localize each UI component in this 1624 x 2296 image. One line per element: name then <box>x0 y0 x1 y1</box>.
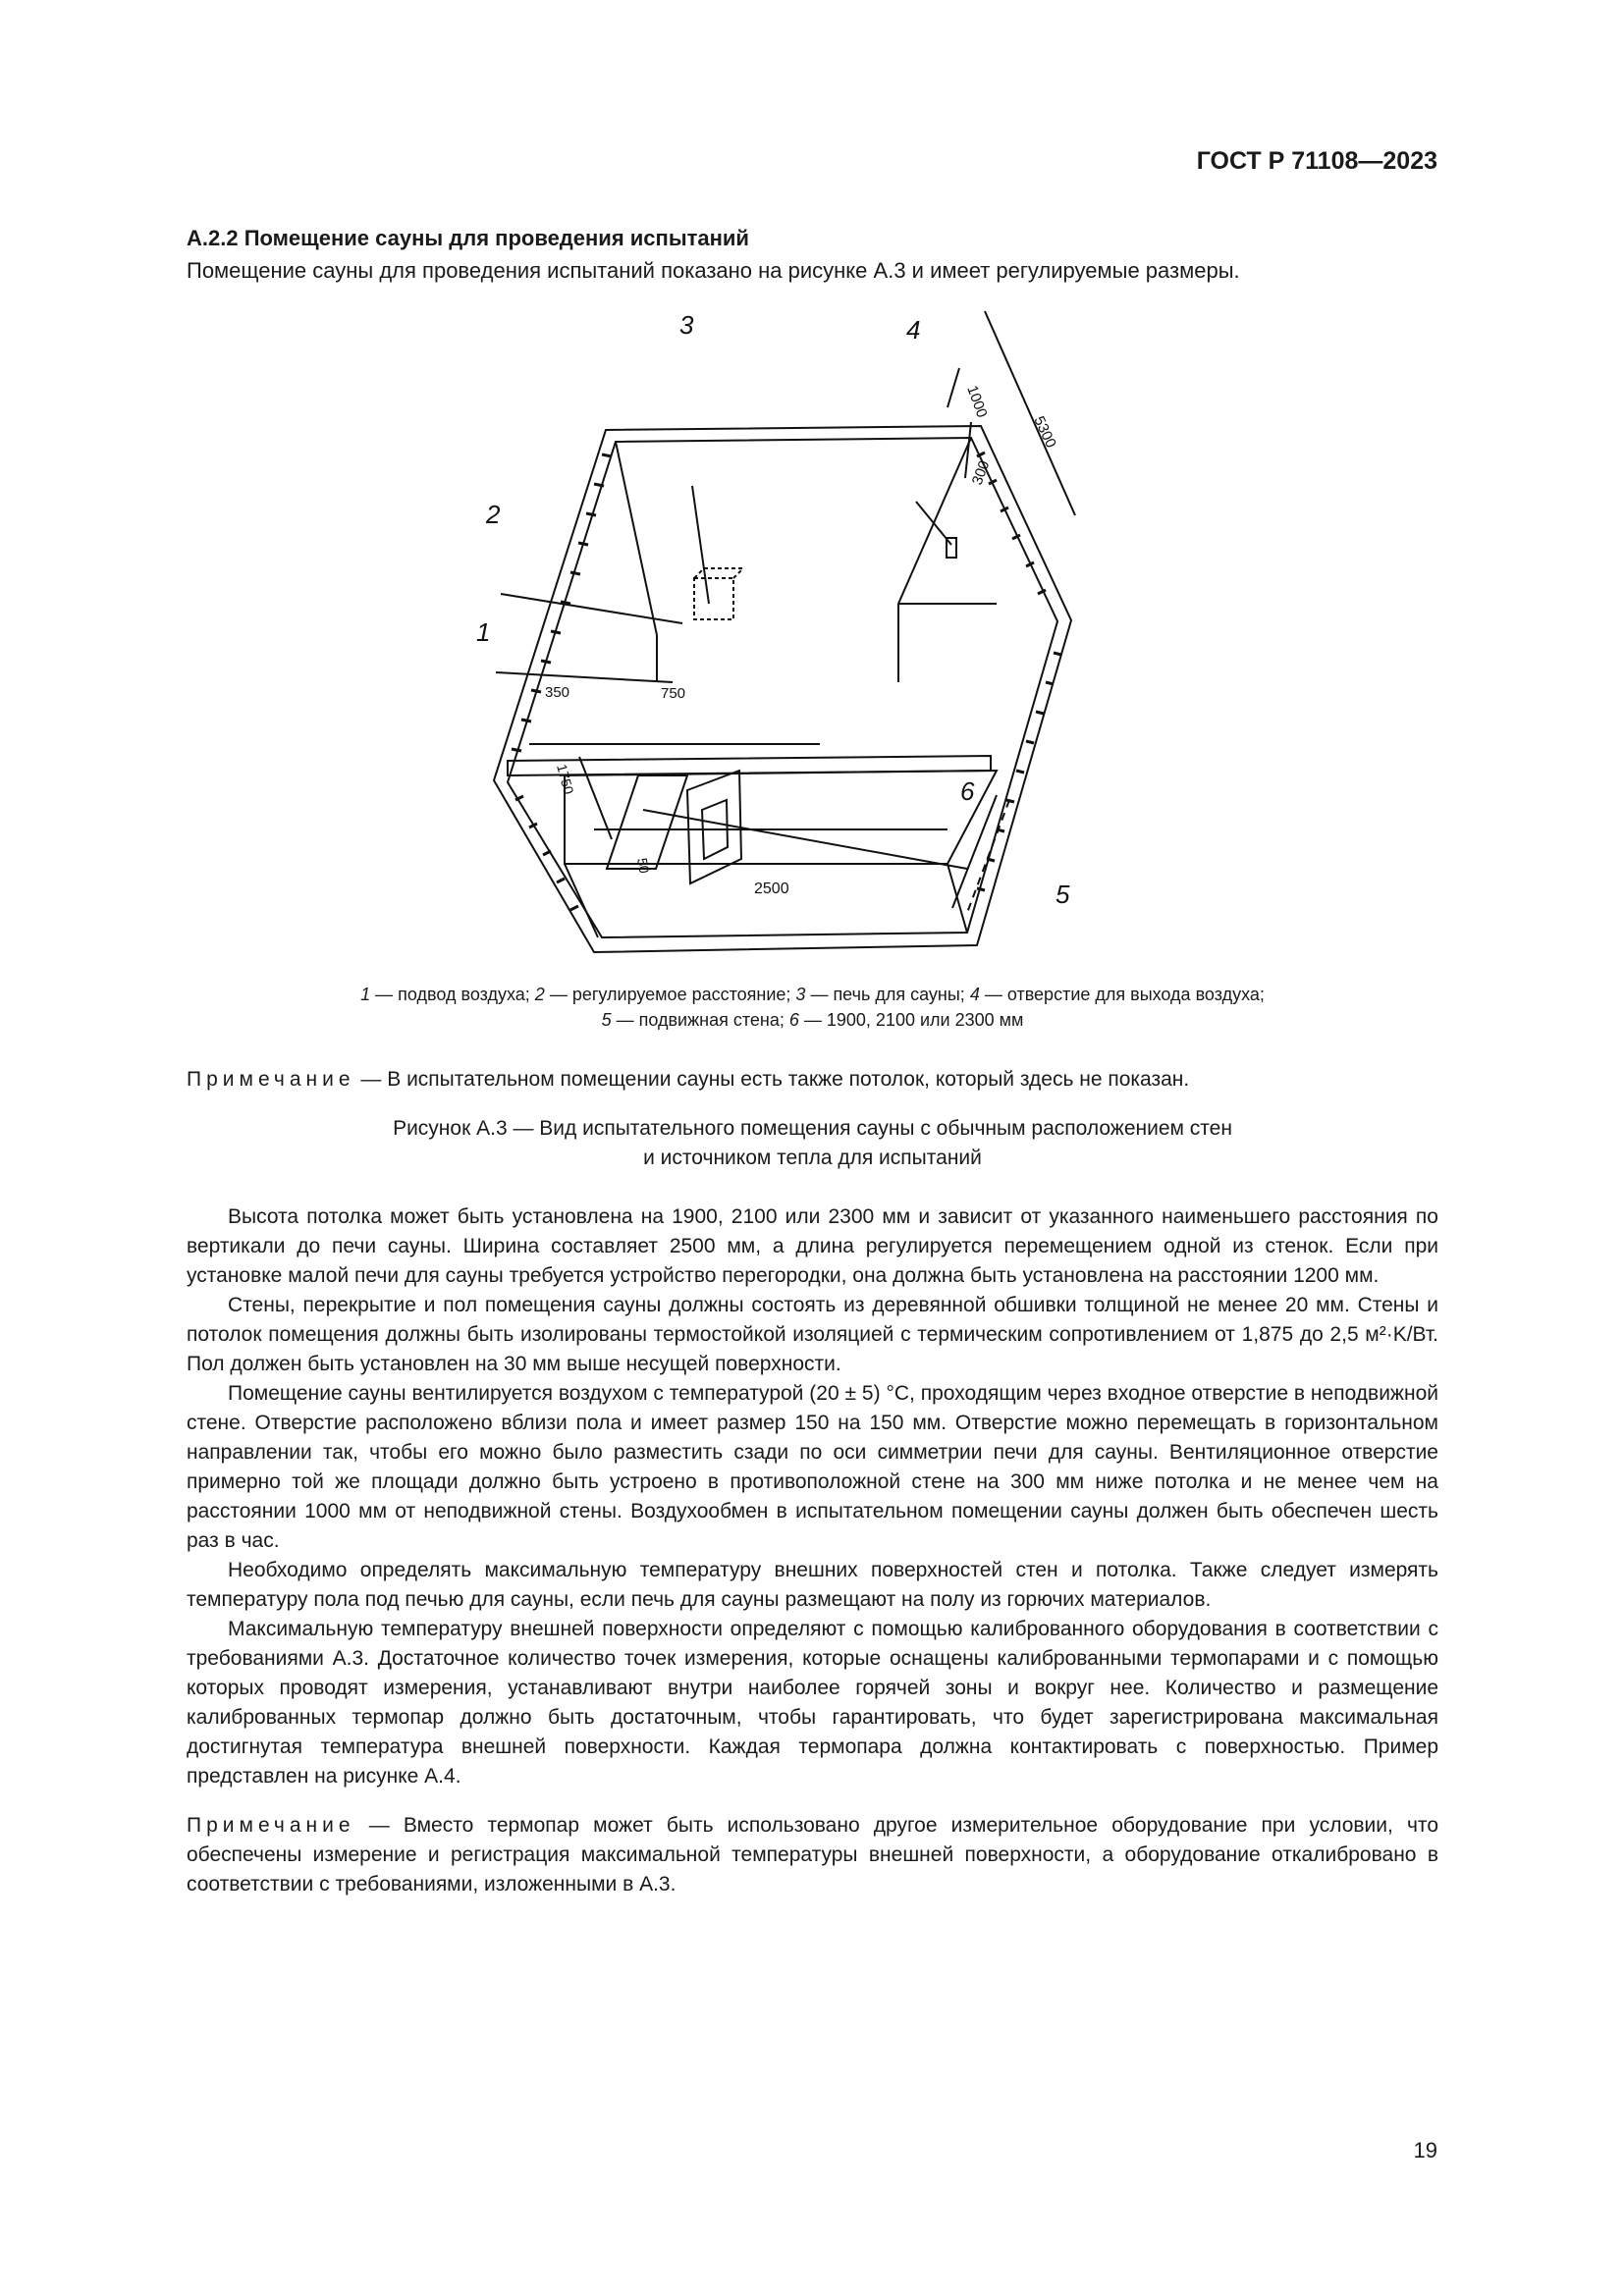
callout-2: 2 <box>486 500 501 529</box>
figure-caption <box>187 1114 1438 1173</box>
note-text: — В испытательном помещении сауны есть также потолок, который здесь не показан. <box>354 1068 1190 1091</box>
section-intro: Помещение сауны для проведения испытаний показано на рисунке А.3 и имеет регулируемые размеры. <box>187 258 1240 283</box>
callout-4: 4 <box>906 315 921 345</box>
caption-line-1: Рисунок А.3 — Вид испытательного помещения сауны с обычным расположением стен <box>393 1117 1232 1140</box>
legend-item: 3 — печь для сауны; <box>795 985 970 1004</box>
dim-5300: 5300 <box>1030 413 1059 451</box>
leader-1 <box>496 672 673 682</box>
dim-350: 350 <box>545 684 570 701</box>
paragraph: Высота потолка может быть установлена на 1900, 2100 или 2300 мм и зависит от указанного наименьшего расстояния по вертикали до печи сауны. Ширина составляет 2500 мм, а длина регулируется перемещением одной из стенок. Если при установке малой печи для сауны требуется устройство перегородки, она должна быть установлена на расстоянии 1200 мм. <box>187 1205 1438 1287</box>
legend-item: 2 — регулируемое расстояние; <box>534 985 796 1004</box>
body-text <box>187 1202 1438 1899</box>
callout-6: 6 <box>960 776 975 806</box>
legend-line-1 <box>187 982 1438 1007</box>
front-room-floor <box>565 771 997 864</box>
leader-2 <box>501 594 682 623</box>
callout-3: 3 <box>679 310 694 340</box>
dim-2500: 2500 <box>754 881 789 897</box>
dim-line-1750 <box>579 757 612 839</box>
callout-5: 5 <box>1056 880 1070 909</box>
caption-line-2: и источником тепла для испытаний <box>643 1147 982 1169</box>
paragraph: Максимальную температуру внешней поверхности определяют с помощью калиброванного оборудования в соответствии с требованиями А.3. Достаточное количество точек измерения, которые оснащены калиброванными термопарами и с помощью которых проводят измерения, устанавливают внутри наиболее горячей зоны и вокруг нее. Количество и размещение калиброванных термопар должно быть достаточным, чтобы гарантировать, что будет зарегистрирована максимальная достигнутая температура внешней поверхности. Каждая термопара должна контактировать с поверхностью. Пример представлен на рисунке А.4. <box>187 1618 1438 1788</box>
sauna-room-drawing <box>447 309 1154 962</box>
paragraph: Помещение сауны вентилируется воздухом с температурой (20 ± 5) °С, проходящим через входное отверстие в неподвижной стене. Отверстие расположено вблизи пола и имеет размер 150 на 150 мм. Отверстие можно перемещать в горизонтальном направлении так, чтобы его можно было разместить сзади по оси симметрии печи для сауны. Вентиляционное отверстие примерно той же площади должно быть устроено в противоположной стене на 300 мм ниже потолка и не менее чем на расстоянии 1000 мм от неподвижной стены. Воздухообмен в испытательном помещении сауны должен быть обеспечен шесть раз в час. <box>187 1382 1438 1552</box>
page-header-standard: ГОСТ Р 71108—2023 <box>1196 147 1437 175</box>
dim-300: 300 <box>968 458 994 488</box>
dim-1750: 1750 <box>554 762 577 796</box>
callout-1: 1 <box>476 617 491 647</box>
legend-item: 5 — подвижная стена; <box>601 1010 789 1030</box>
dim-1000: 1000 <box>963 383 991 420</box>
figure-sauna-room <box>447 309 1154 962</box>
legend-line-2 <box>187 1007 1438 1033</box>
door-recess <box>607 775 687 869</box>
paragraph: Необходимо определять максимальную температуру внешних поверхностей стен и потолка. Также следует измерять температуру пола под печью для сауны, если печь для сауны размещают на полу из горючих материалов. <box>187 1559 1438 1611</box>
body-note <box>187 1811 1438 1899</box>
figure-note <box>187 1065 1438 1095</box>
leader-4 <box>916 502 951 545</box>
back-right-wall-edge <box>898 438 971 604</box>
leader-5 <box>643 810 967 869</box>
dim-50: 50 <box>634 856 653 875</box>
legend-item: 6 — 1900, 2100 или 2300 мм <box>788 1010 1024 1030</box>
dim-750: 750 <box>661 685 686 702</box>
legend-item: 1 — подвод воздуха; <box>360 985 535 1004</box>
legend-item: 4 — отверстие для выхода воздуха; <box>969 985 1265 1004</box>
stove-box <box>694 578 733 619</box>
page-number: 19 <box>1413 2138 1437 2163</box>
note-label: Примечание <box>187 1068 355 1091</box>
figure-legend <box>187 982 1438 1033</box>
section-title: А.2.2 Помещение сауны для проведения испытаний <box>187 226 749 250</box>
note2-text: — Вместо термопар может быть использовано другое измерительное оборудование при условии, что обеспечены измерение и регистрация максимальной температуры внешней поверхности, а оборудование откалибровано в соответствии с требованиями, изложенными в А.3. <box>187 1814 1438 1896</box>
paragraph: Стены, перекрытие и пол помещения сауны должны состоять из деревянной обшивки толщиной не менее 20 мм. Стены и потолок помещения должны быть изолированы термостойкой изоляцией с термическим сопротивлением от 1,875 до 2,5 м²·K/Вт. Пол должен быть установлен на 30 мм выше несущей поверхности. <box>187 1294 1438 1375</box>
dim-line-5300 <box>985 311 1075 515</box>
note2-label: Примечание <box>187 1814 355 1837</box>
back-left-wall-edge <box>616 442 657 635</box>
